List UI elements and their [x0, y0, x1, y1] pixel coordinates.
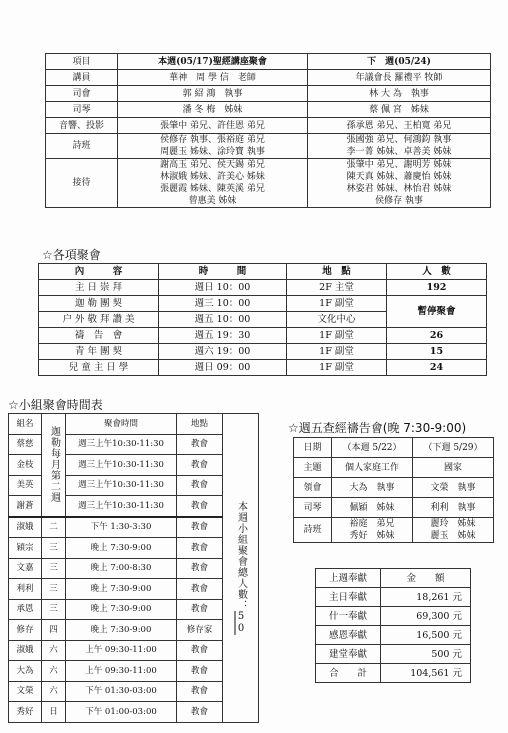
table-row: [46, 134, 491, 159]
service-roster-table: [45, 53, 491, 208]
role-cell: 音響、投影: [46, 118, 118, 134]
time-cell: 下午 1:30-3:30: [66, 517, 177, 538]
time-cell: 下午 01:00-03:00: [66, 702, 177, 723]
time-cell: 下午 01:30-03:00: [66, 681, 177, 702]
header-cell: 本週(05/17)聖經講座聚會: [118, 54, 308, 70]
header-cell: 上週奉獻: [316, 569, 381, 588]
next-week-cell: [413, 518, 494, 543]
content-cell: 迦 勒 團 契: [39, 296, 159, 312]
header-cell: 日期: [294, 438, 332, 458]
time-cell: 週三上午10:30-11:30: [66, 455, 177, 476]
day-cell: 三: [42, 558, 66, 579]
place-cell: 修存家: [177, 620, 223, 641]
header-cell: 下 週(05/24): [308, 54, 491, 70]
this-week-cell: 大為 執事: [332, 478, 413, 498]
table-row: [39, 344, 487, 360]
name-line: 麗玲 姊妹: [430, 519, 476, 529]
offering-type-cell: 主日奉獻: [316, 588, 381, 607]
table-row: [9, 517, 259, 538]
meetings-table: [38, 263, 487, 376]
next-week-cell: [308, 134, 491, 159]
content-cell: 禱 告 會: [39, 328, 159, 344]
place-cell: 文化中心: [287, 312, 387, 328]
role-cell: 主題: [294, 458, 332, 478]
place-cell: 教會: [177, 681, 223, 702]
name-line: 侯修存 執事: [375, 196, 423, 206]
header-cell: 項目: [46, 54, 118, 70]
this-week-cell: 張肇中 弟兄、許佳恩 弟兄: [118, 118, 308, 134]
header-cell: 地 點: [287, 264, 387, 280]
table-row: [316, 645, 471, 664]
day-cell: 日: [42, 702, 66, 723]
next-week-cell: 林 大 為 執事: [308, 86, 491, 102]
place-cell: 教會: [177, 455, 223, 476]
next-week-cell: 國家: [413, 458, 494, 478]
name-line: 秀好 姊妹: [349, 531, 395, 541]
content-cell: 户 外 敬 拜 讚 美: [39, 312, 159, 328]
this-week-cell: 個人家庭工作: [332, 458, 413, 478]
name-line: 張麗霞 姊妹、陳英溪 弟兄: [160, 184, 265, 194]
place-cell: 教會: [177, 702, 223, 723]
name-line: 林淑娥 姊妹、許美心 姊妹: [160, 172, 265, 182]
place-cell: 教會: [177, 558, 223, 579]
next-week-cell: 利利 執事: [413, 498, 494, 518]
total-label-cell: 合 計: [316, 664, 381, 683]
table-row: [316, 626, 471, 645]
time-cell: 週六 19：00: [159, 344, 287, 360]
table-row: [46, 159, 491, 208]
table-row: [316, 607, 471, 626]
content-cell: 主 日 崇 拜: [39, 280, 159, 296]
role-cell: 司琴: [294, 498, 332, 518]
group-name-cell: 謝蒼: [9, 496, 42, 517]
table-row: [39, 360, 487, 376]
next-week-cell: 孫承恩 弟兄、王柏寬 弟兄: [308, 118, 491, 134]
day-cell: 四: [42, 620, 66, 641]
time-cell: 晚上 7:30-9:00: [66, 599, 177, 620]
place-cell: 教會: [177, 661, 223, 682]
amount-cell: 16,500 元: [381, 626, 471, 645]
place-cell: 教會: [177, 434, 223, 455]
amount-cell: 500 元: [381, 645, 471, 664]
role-cell: 詩班: [294, 518, 332, 543]
time-cell: 週五 10：00: [159, 312, 287, 328]
count-cell: 24: [387, 360, 487, 376]
table-row: [46, 118, 491, 134]
time-cell: 上午 09:30-11:00: [66, 661, 177, 682]
this-week-cell: [118, 134, 308, 159]
table-row: [9, 579, 259, 600]
side-note-count: 50: [235, 610, 247, 635]
group-name-cell: 利利: [9, 579, 42, 600]
place-cell: 教會: [177, 599, 223, 620]
group-name-cell: 淑娥: [9, 640, 42, 661]
this-week-cell: [118, 159, 308, 208]
group-name-cell: 文榮: [9, 681, 42, 702]
group-name-cell: 承恩: [9, 599, 42, 620]
table-header-row: [316, 569, 471, 588]
place-cell: 教會: [177, 517, 223, 538]
count-cell: 15: [387, 344, 487, 360]
next-week-cell: [308, 159, 491, 208]
content-cell: 兒 童 主 日 學: [39, 360, 159, 376]
group-name-cell: 美英: [9, 475, 42, 496]
header-cell: 時 間: [159, 264, 287, 280]
meetings-section-title: ☆各項聚會: [42, 248, 101, 262]
name-line: 林姿君 姊妹、林怡君 姊妹: [346, 184, 452, 194]
table-header-row: [9, 414, 259, 435]
role-cell: 司琴: [46, 102, 118, 118]
table-header-row: [46, 54, 491, 70]
time-cell: 週日 09：00: [159, 360, 287, 376]
table-header-row: [39, 264, 487, 280]
role-cell: 詩班: [46, 134, 118, 159]
group-name-cell: 金枝: [9, 455, 42, 476]
day-cell: 二: [42, 517, 66, 538]
caleb-week-note: 迦勒每月第二週: [42, 414, 66, 517]
this-week-cell: [332, 518, 413, 543]
this-week-cell: 潘 冬 梅 姊妹: [118, 102, 308, 118]
side-note-text: 本週小組聚會總人數：: [235, 500, 247, 611]
table-row: [46, 86, 491, 102]
name-line: 侯修存 執事、張裕庭 弟兄: [160, 135, 265, 145]
next-week-cell: 蔡 佩 宮 姊妹: [308, 102, 491, 118]
table-row: [294, 478, 494, 498]
header-cell: 組名: [9, 414, 42, 435]
time-cell: 晚上 7:00-8:30: [66, 558, 177, 579]
name-line: 張國強 弟兄、何鴻鈞 執事: [346, 135, 452, 145]
group-name-cell: 文嘉: [9, 558, 42, 579]
time-cell: 週三上午10:30-11:30: [66, 496, 177, 517]
day-cell: 三: [42, 599, 66, 620]
table-row: [39, 280, 487, 296]
name-line: 張肇中 弟兄、謝明芳 姊妹: [346, 160, 452, 170]
role-cell: 領會: [294, 478, 332, 498]
paused-note: 暫停聚會: [387, 296, 487, 328]
groups-section-title: ☆小組聚會時間表: [8, 398, 103, 412]
name-line: 周麗玉 姊妹、涂玲寶 執事: [160, 147, 265, 157]
table-row: [294, 498, 494, 518]
name-line: 謝高玉 弟兄、侯天錫 弟兄: [160, 160, 265, 170]
table-row: [294, 518, 494, 543]
offering-type-cell: 什一奉獻: [316, 607, 381, 626]
total-amount-cell: 104,561 元: [381, 664, 471, 683]
friday-meeting-table: [293, 437, 494, 543]
header-cell: 內 容: [39, 264, 159, 280]
day-cell: 三: [42, 538, 66, 559]
amount-cell: 18,261 元: [381, 588, 471, 607]
table-row: [9, 538, 259, 559]
table-row: [9, 558, 259, 579]
amount-cell: 69,300 元: [381, 607, 471, 626]
group-name-cell: 秀好: [9, 702, 42, 723]
day-cell: 三: [42, 579, 66, 600]
role-cell: 司會: [46, 86, 118, 102]
name-line: 陳天真 姊妹、蕭慶怡 姊妹: [346, 172, 452, 182]
time-cell: 週三上午10:30-11:30: [66, 434, 177, 455]
count-cell: 192: [387, 280, 487, 296]
time-cell: 週三上午10:30-11:30: [66, 475, 177, 496]
table-row: [9, 661, 259, 682]
table-row: [9, 702, 259, 723]
header-cell: 地點: [177, 414, 223, 435]
next-week-cell: 年議會長 羅禮平 牧師: [308, 70, 491, 86]
offering-type-cell: 感恩奉獻: [316, 626, 381, 645]
role-cell: 講員: [46, 70, 118, 86]
table-row: [9, 681, 259, 702]
header-cell: 聚會時間: [66, 414, 177, 435]
small-groups-table: [8, 413, 259, 723]
table-row: [316, 588, 471, 607]
day-cell: 六: [42, 661, 66, 682]
this-week-cell: 佩穎 姊妹: [332, 498, 413, 518]
this-week-cell: 華神 周 學 信 老師: [118, 70, 308, 86]
time-cell: 晚上 7:30-9:00: [66, 538, 177, 559]
table-row: [9, 620, 259, 641]
friday-section-title: ☆週五查經禱告會(晚 7:30-9:00): [288, 421, 467, 435]
table-row: [46, 70, 491, 86]
table-row: [46, 102, 491, 118]
header-cell: （本週 5/22）: [332, 438, 413, 458]
table-row: [39, 296, 487, 312]
header-cell: 人 數: [387, 264, 487, 280]
time-cell: 週三 10：00: [159, 296, 287, 312]
place-cell: 1F 副堂: [287, 344, 387, 360]
name-line: 曾惠美 姊妹: [188, 196, 237, 206]
name-line: 麗玉 姊妹: [430, 531, 476, 541]
table-row: [9, 599, 259, 620]
table-header-row: [294, 438, 494, 458]
place-cell: 1F 副堂: [287, 296, 387, 312]
time-cell: 週五 19：30: [159, 328, 287, 344]
place-cell: 教會: [177, 579, 223, 600]
time-cell: 晚上 7:30-9:00: [66, 579, 177, 600]
group-name-cell: 淑娥: [9, 517, 42, 538]
group-name-cell: 大為: [9, 661, 42, 682]
group-name-cell: 蔡慈: [9, 434, 42, 455]
content-cell: 青 年 團 契: [39, 344, 159, 360]
group-name-cell: 修存: [9, 620, 42, 641]
table-row: [9, 640, 259, 661]
this-week-cell: 郭 紹 鴻 執事: [118, 86, 308, 102]
day-cell: 六: [42, 640, 66, 661]
next-week-cell: 文榮 執事: [413, 478, 494, 498]
count-cell: 26: [387, 328, 487, 344]
place-cell: 2F 主堂: [287, 280, 387, 296]
offering-type-cell: 建堂奉獻: [316, 645, 381, 664]
place-cell: 教會: [177, 538, 223, 559]
attendance-side-note: [223, 414, 259, 723]
group-name-cell: 穎宗: [9, 538, 42, 559]
place-cell: 教會: [177, 475, 223, 496]
place-cell: 教會: [177, 640, 223, 661]
header-cell: 金 額: [381, 569, 471, 588]
place-cell: 1F 副堂: [287, 328, 387, 344]
role-cell: 接待: [46, 159, 118, 208]
table-row: [39, 328, 487, 344]
place-cell: 1F 副堂: [287, 360, 387, 376]
place-cell: 教會: [177, 496, 223, 517]
time-cell: 晚上 7:30-9:00: [66, 620, 177, 641]
name-line: 裕庭 弟兄: [349, 519, 395, 529]
header-cell: （下週 5/29）: [413, 438, 494, 458]
day-cell: 六: [42, 681, 66, 702]
time-cell: 上午 09:30-11:00: [66, 640, 177, 661]
table-row: [316, 664, 471, 683]
time-cell: 週日 10：00: [159, 280, 287, 296]
offerings-table: [315, 568, 471, 683]
table-row: [294, 458, 494, 478]
name-line: 李一菁 姊妹、卓善美 姊妹: [346, 147, 452, 157]
